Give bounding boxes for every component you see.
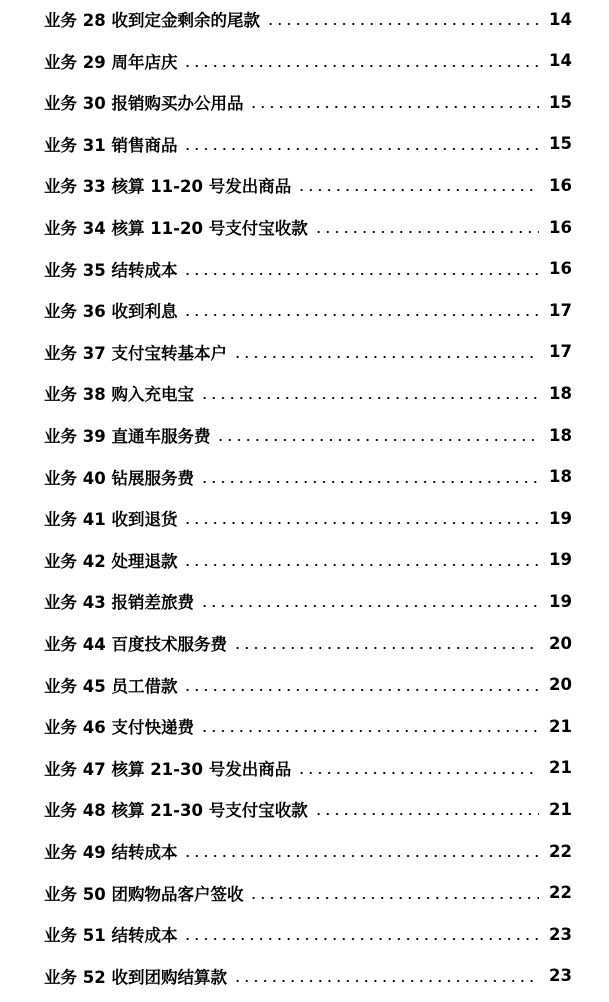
toc-entry[interactable] [44, 548, 572, 572]
toc-entry[interactable] [44, 90, 572, 114]
toc-entry[interactable] [44, 714, 572, 738]
toc-entry[interactable] [44, 964, 572, 988]
dot-leader [314, 813, 539, 815]
toc-entry[interactable] [44, 49, 572, 73]
dot-leader [183, 273, 539, 275]
toc-entry[interactable] [44, 257, 572, 281]
dot-leader [183, 522, 539, 524]
toc-entry-page-number: 22 [549, 841, 572, 861]
dot-leader [183, 689, 539, 691]
toc-entry-title: 业务 28 收到定金剩余的尾款 [44, 11, 260, 30]
toc-entry[interactable] [44, 215, 572, 239]
dot-leader [233, 356, 539, 358]
dot-leader [200, 481, 539, 483]
toc-entry-page-number: 17 [549, 300, 572, 320]
toc-entry-title: 业务 44 百度技术服务费 [44, 635, 227, 654]
toc-entry-title: 业务 36 收到利息 [44, 302, 178, 322]
toc-entry-page-number: 18 [549, 425, 572, 445]
toc-entry-page-number: 14 [549, 51, 572, 71]
toc-entry-title: 业务 40 钻展服务费 [44, 468, 194, 488]
toc-entry-page-number: 23 [549, 924, 572, 944]
dot-leader [249, 106, 539, 108]
toc-entry-title: 业务 35 结转成本 [44, 260, 178, 280]
toc-entry[interactable] [44, 381, 572, 405]
toc-entry-title: 业务 48 核算 21-30 号支付宝收款 [44, 801, 308, 821]
toc-entry[interactable] [44, 922, 572, 946]
toc-entry-page-number: 15 [549, 134, 572, 154]
toc-entry[interactable] [44, 340, 572, 364]
dot-leader [297, 189, 539, 191]
toc-entry-title: 业务 38 购入充电宝 [44, 385, 194, 405]
toc-entry-title: 业务 46 支付快递费 [44, 718, 194, 738]
toc-entry-title: 业务 29 周年店庆 [44, 52, 178, 72]
toc-entry-title: 业务 41 收到退货 [44, 510, 178, 530]
toc-entry[interactable] [44, 756, 572, 780]
toc-entry-page-number: 19 [549, 591, 572, 611]
dot-leader [183, 65, 539, 67]
toc-entry-title: 业务 31 销售商品 [44, 135, 178, 155]
toc-entry-page-number: 16 [549, 217, 572, 237]
dot-leader [233, 980, 539, 982]
dot-leader [297, 772, 539, 774]
toc-entry-title: 业务 49 结转成本 [44, 843, 178, 862]
dot-leader [183, 314, 539, 316]
toc-entry[interactable] [44, 298, 572, 322]
toc-entry[interactable] [44, 423, 572, 447]
toc-entry-page-number: 22 [549, 883, 572, 903]
dot-leader [183, 148, 539, 150]
toc-entry[interactable] [44, 589, 572, 613]
dot-leader [200, 730, 539, 732]
toc-entry[interactable] [44, 881, 572, 905]
toc-entry-title: 业务 50 团购物品客户签收 [44, 884, 244, 904]
toc-entry[interactable] [44, 797, 572, 821]
toc-entry-page-number: 16 [549, 175, 572, 195]
toc-entry-page-number: 21 [549, 758, 572, 778]
toc-entry-title: 业务 30 报销购买办公用品 [44, 94, 244, 114]
toc-entry-page-number: 21 [549, 799, 572, 819]
toc-entry[interactable] [44, 132, 572, 156]
toc-entry-title: 业务 45 员工借款 [44, 676, 178, 696]
dot-leader [216, 439, 539, 441]
dot-leader [314, 231, 539, 233]
toc-entry-page-number: 20 [549, 675, 572, 695]
toc-entry-page-number: 15 [549, 92, 572, 112]
toc-entry-title: 业务 33 核算 11-20 号发出商品 [44, 177, 292, 197]
dot-leader [200, 605, 539, 607]
toc-entry[interactable] [44, 673, 572, 697]
toc-entry-page-number: 14 [549, 9, 572, 29]
toc-entry[interactable] [44, 7, 572, 31]
toc-entry-title: 业务 43 报销差旅费 [44, 593, 194, 613]
toc-entry[interactable] [44, 465, 572, 489]
dot-leader [200, 397, 539, 399]
toc-entry-page-number: 17 [549, 342, 572, 362]
dot-leader [249, 897, 539, 899]
toc-entry-page-number: 20 [549, 633, 572, 653]
toc-entry-title: 业务 42 处理退款 [44, 551, 178, 571]
toc-entry-page-number: 21 [549, 716, 572, 736]
toc-entry-title: 业务 34 核算 11-20 号支付宝收款 [44, 219, 308, 238]
toc-entry[interactable] [44, 173, 572, 197]
toc-entry-page-number: 18 [549, 467, 572, 487]
toc-entry[interactable] [44, 506, 572, 530]
toc-entry-page-number: 19 [549, 550, 572, 570]
dot-leader [183, 855, 539, 857]
toc-entry-page-number: 23 [549, 966, 572, 986]
toc-entry-title: 业务 52 收到团购结算款 [44, 967, 227, 987]
dot-leader [183, 564, 539, 566]
toc-entry-title: 业务 39 直通车服务费 [44, 427, 211, 446]
dot-leader [266, 23, 539, 25]
toc-entry-title: 业务 47 核算 21-30 号发出商品 [44, 759, 292, 779]
toc-entry[interactable] [44, 631, 572, 655]
dot-leader [233, 647, 539, 649]
toc-entry-page-number: 18 [549, 383, 572, 403]
toc-entry-title: 业务 37 支付宝转基本户 [44, 343, 227, 363]
toc-entry-page-number: 19 [549, 508, 572, 528]
toc-entry-title: 业务 51 结转成本 [44, 926, 178, 946]
dot-leader [183, 938, 539, 940]
toc-entry[interactable] [44, 839, 572, 863]
toc-entry-page-number: 16 [549, 259, 572, 279]
